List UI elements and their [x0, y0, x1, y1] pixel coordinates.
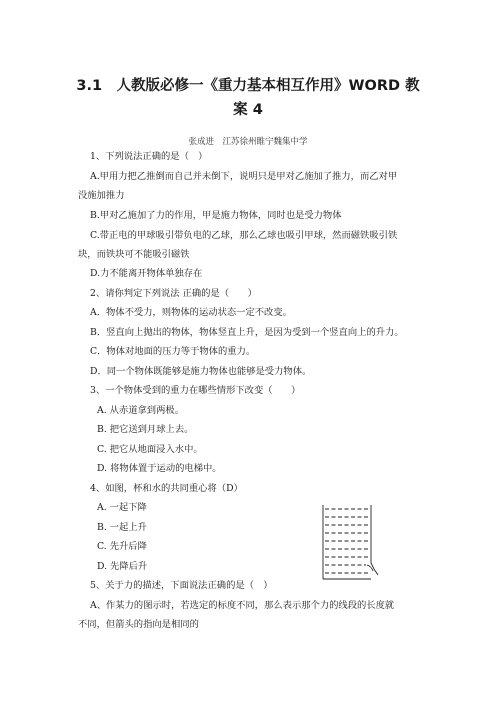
document-title — [40, 74, 456, 122]
author-line: 张成进 江苏徐州睢宁魏集中学 — [188, 137, 308, 147]
q1-option-c-cont: 块，而铁块可不能吸引磁铁 — [78, 249, 190, 260]
q4-option-b: B. 一起上升 — [97, 522, 147, 533]
water-level-lines — [325, 509, 370, 573]
q1-option-a: A.甲用力把乙推倒而自己并未倒下，说明只是甲对乙施加了推力，而乙对甲 — [90, 171, 398, 182]
q4-option-a: A. 一起下降 — [97, 502, 147, 513]
q4-stem: 4、如图，杯和水的共同重心将（D） — [90, 483, 243, 494]
q5-option-a: A、作某力的图示时，若选定的标度不同，那么表示那个力的线段的长度就 — [90, 600, 395, 611]
title-line-2: 案 4 — [233, 102, 263, 118]
q2-option-a: A．物体不受力，则物体的运动状态一定不改变。 — [90, 307, 292, 318]
q1-option-c: C.带正电的甲球吸引带负电的乙球，那么乙球也吸引甲球，然而磁铁吸引铁 — [90, 230, 398, 241]
q1-option-a-cont: 没施加推力 — [78, 190, 125, 201]
cup-with-water-figure — [318, 503, 380, 583]
q1-stem: 1、下列说法正确的是（ ） — [90, 151, 208, 162]
q2-option-b: B．竖直向上抛出的物体，物体竖直上升，是因为受到一个竖直向上的升力。 — [90, 327, 404, 338]
q1-option-d: D.力不能离开物体单独存在 — [90, 268, 203, 279]
q1-option-b: B.甲对乙施加了力的作用，甲是施力物体，同时也是受力物体 — [90, 210, 342, 221]
q5-stem: 5、关于力的描述，下面说法正确的是（ ） — [90, 580, 273, 591]
q3-option-b: B. 把它送到月球上去。 — [97, 424, 194, 435]
q3-stem: 3、一个物体受到的重力在哪些情形下改变（ ） — [90, 385, 301, 396]
q2-option-d: D．同一个物体既能够是施力物体也能够是受力物体。 — [90, 366, 312, 377]
q3-option-d: D. 将物体置于运动的电梯中。 — [97, 463, 222, 474]
q3-option-a: A. 从赤道拿到两极。 — [97, 405, 184, 416]
q4-option-c: C. 先升后降 — [97, 541, 147, 552]
q2-option-c: C．物体对地面的压力等于物体的重力。 — [90, 346, 256, 357]
q4-option-d: D. 先降后升 — [97, 561, 148, 572]
title-line-1: 3.1 人教版必修一《重力基本相互作用》WORD 教 — [76, 78, 420, 94]
q3-option-c: C. 把它从地面浸入水中。 — [97, 444, 203, 455]
q5-option-a-cont: 不同，但箭头的指向是相同的 — [78, 619, 199, 630]
q2-stem: 2、请你判定下列说法 正确的是（ ） — [90, 288, 257, 299]
